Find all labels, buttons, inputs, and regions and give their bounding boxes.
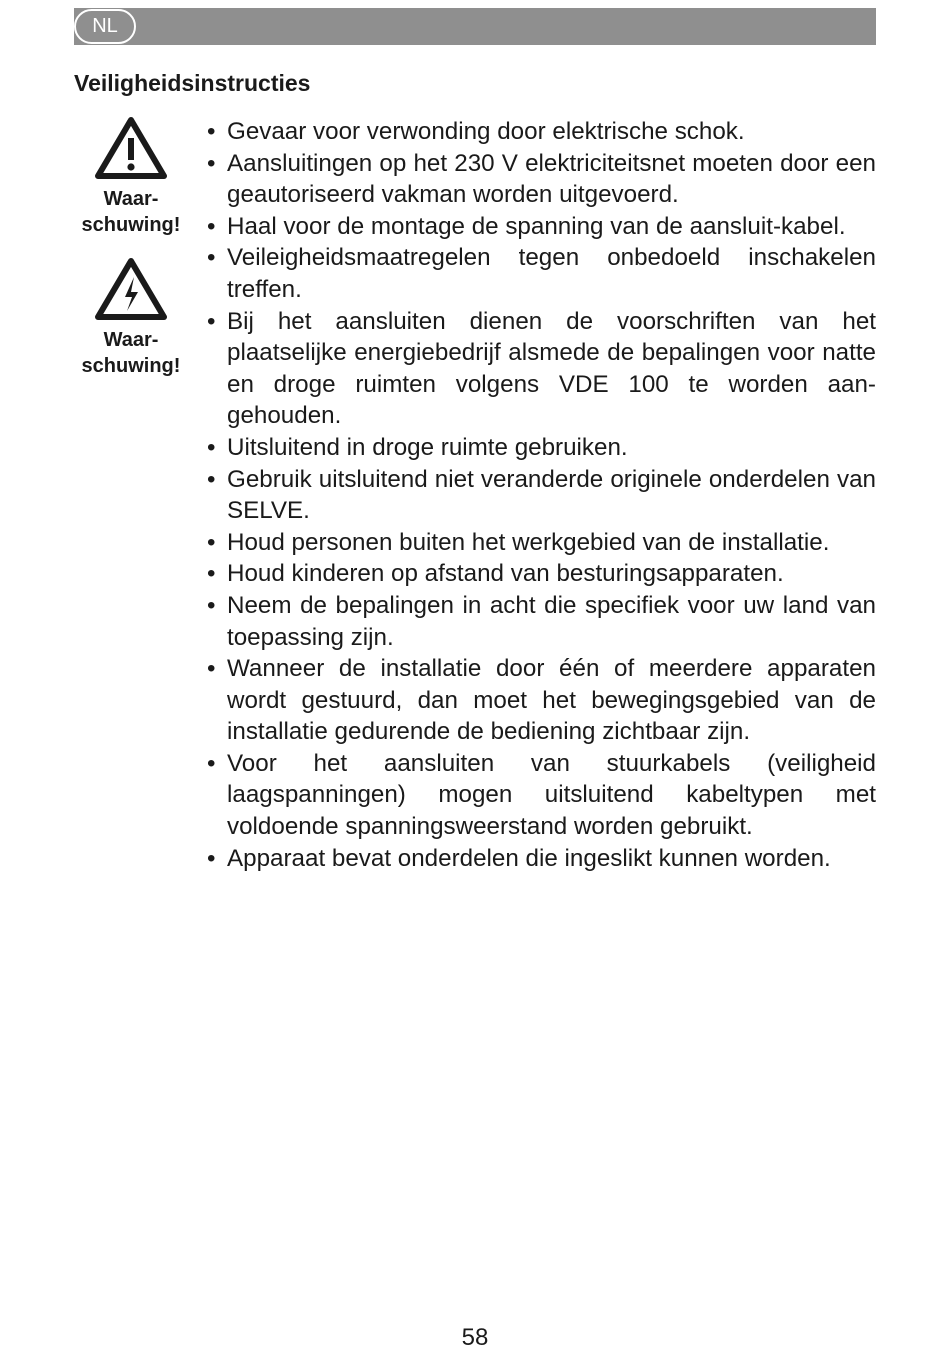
warning-label: Waar- schuwing! xyxy=(81,188,181,236)
page-number: 58 xyxy=(461,1324,489,1351)
safety-instruction-list xyxy=(206,116,876,874)
list-item: • Apparaat bevat onderdelen die ingeslikt kunnen worden. xyxy=(206,843,876,875)
list-item: • Bij het aansluiten dienen de voorschriften van het plaatselijke energiebedrijf alsmede de bepalingen voor natte en droge ruimten volgens VDE 100 te worden aan-gehouden. xyxy=(206,306,876,432)
section-title: Veiligheidsinstructies xyxy=(74,70,311,96)
list-item: • Gebruik uitsluitend niet veranderde originele onderdelen van SELVE. xyxy=(206,464,876,527)
list-item: • Neem de bepalingen in acht die specifiek voor uw land van toepassing zijn. xyxy=(206,590,876,653)
list-item: • Veileigheidsmaatregelen tegen onbedoeld inschakelen treffen. xyxy=(206,242,876,305)
list-item: • Houd kinderen op afstand van besturingsapparaten. xyxy=(206,558,876,590)
list-item: • Haal voor de montage de spanning van de aansluit-kabel. xyxy=(206,211,876,243)
warning-exclamation-icon xyxy=(94,116,168,180)
list-item: • Houd personen buiten het werkgebied van de installatie. xyxy=(206,527,876,559)
warning-block-electric xyxy=(70,257,192,379)
header-bar xyxy=(74,8,876,45)
warning-label: Waar- schuwing! xyxy=(81,329,181,377)
list-item: • Uitsluitend in droge ruimte gebruiken. xyxy=(206,432,876,464)
list-item: • Wanneer de installatie door één of meerdere apparaten wordt gestuurd, dan moet het bewegingsgebied van de installatie gedurende de bediening zichtbaar zijn. xyxy=(206,653,876,748)
language-tab: NL xyxy=(74,9,136,44)
electric-shock-warning-icon xyxy=(94,257,168,321)
list-item: • Aansluitingen op het 230 V elektriciteitsnet moeten door een geautoriseerd vakman worden uitgevoerd. xyxy=(206,148,876,211)
list-item: • Gevaar voor verwonding door elektrische schok. xyxy=(206,116,876,148)
warning-block-general xyxy=(70,116,192,238)
list-item: • Voor het aansluiten van stuurkabels (veiligheid laagspanningen) mogen uitsluitend kabeltypen met voldoende spanningsweerstand worden gebruikt. xyxy=(206,748,876,843)
